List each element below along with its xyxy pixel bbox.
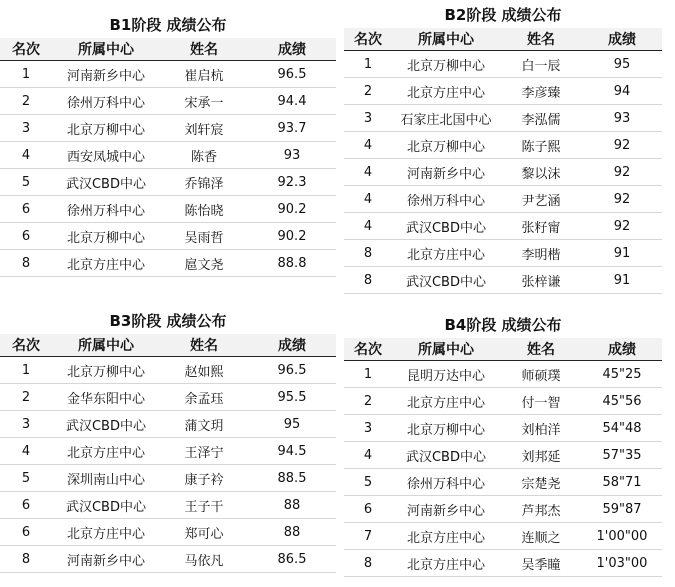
rank-cell: 3 (344, 105, 392, 132)
score-cell: 88 (248, 492, 336, 519)
header-score: 成绩 (582, 338, 662, 361)
student-name-cell: 马依凡 (160, 546, 248, 573)
student-name-cell: 李泓儒 (500, 105, 582, 132)
student-name-cell: 刘柏洋 (500, 415, 582, 442)
score-cell: 93 (582, 105, 662, 132)
rank-cell: 3 (0, 115, 52, 142)
center-cell: 昆明万达中心 (392, 361, 500, 388)
rank-cell: 5 (344, 469, 392, 496)
rank-cell: 4 (344, 213, 392, 240)
student-name-cell: 李明楷 (500, 240, 582, 267)
center-cell: 北京方庄中心 (392, 523, 500, 550)
header-center: 所属中心 (392, 28, 500, 51)
rank-cell: 1 (344, 51, 392, 78)
score-cell: 94.5 (248, 438, 336, 465)
rank-cell: 4 (344, 159, 392, 186)
table-row (0, 492, 336, 519)
panel-b1 (0, 16, 336, 277)
center-cell: 北京万柳中心 (392, 51, 500, 78)
student-name-cell: 陈怡晓 (160, 196, 248, 223)
center-cell: 武汉CBD中心 (392, 213, 500, 240)
score-cell: 86.5 (248, 546, 336, 573)
score-cell: 45"56 (582, 388, 662, 415)
student-name-cell: 李彦臻 (500, 78, 582, 105)
panel-b3 (0, 312, 336, 573)
table-row (344, 267, 662, 294)
rank-cell: 3 (0, 411, 52, 438)
header-rank: 名次 (0, 38, 52, 61)
rank-cell: 8 (344, 267, 392, 294)
score-cell: 93 (248, 142, 336, 169)
panel-title: B3阶段 成绩公布 (109, 312, 227, 330)
table-row (0, 465, 336, 492)
score-cell: 1'03"00 (582, 550, 662, 577)
student-name-cell: 王泽宁 (160, 438, 248, 465)
table-row (344, 105, 662, 132)
panel-title: B4阶段 成绩公布 (444, 316, 562, 334)
table-row (344, 78, 662, 105)
score-cell: 90.2 (248, 196, 336, 223)
center-cell: 北京万柳中心 (392, 415, 500, 442)
rank-cell: 4 (0, 142, 52, 169)
table-row (344, 213, 662, 240)
student-name-cell: 乔锦泽 (160, 169, 248, 196)
student-name-cell: 宗楚尧 (500, 469, 582, 496)
score-cell: 92 (582, 132, 662, 159)
score-cell: 1'00"00 (582, 523, 662, 550)
score-cell: 94 (582, 78, 662, 105)
student-name-cell: 康子衿 (160, 465, 248, 492)
score-cell: 92 (582, 213, 662, 240)
center-cell: 北京方庄中心 (392, 78, 500, 105)
student-name-cell: 黎以沫 (500, 159, 582, 186)
score-cell: 93.7 (248, 115, 336, 142)
center-cell: 武汉CBD中心 (52, 492, 160, 519)
score-cell: 91 (582, 240, 662, 267)
center-cell: 北京万柳中心 (52, 115, 160, 142)
center-cell: 北京方庄中心 (392, 240, 500, 267)
table-row (0, 142, 336, 169)
rank-cell: 7 (344, 523, 392, 550)
rank-cell: 1 (0, 61, 52, 88)
table-row (344, 240, 662, 267)
student-name-cell: 吴雨哲 (160, 223, 248, 250)
score-cell: 88.5 (248, 465, 336, 492)
panel-b4 (344, 316, 662, 577)
table-row (0, 384, 336, 411)
student-name-cell: 师硕璞 (500, 361, 582, 388)
student-name-cell: 扈文尧 (160, 250, 248, 277)
rank-cell: 4 (344, 132, 392, 159)
score-cell: 59"87 (582, 496, 662, 523)
student-name-cell: 张梓谦 (500, 267, 582, 294)
score-cell: 58"71 (582, 469, 662, 496)
center-cell: 徐州万科中心 (52, 196, 160, 223)
header-name: 姓名 (500, 28, 582, 51)
rank-cell: 3 (344, 415, 392, 442)
table-row (0, 223, 336, 250)
student-name-cell: 尹艺涵 (500, 186, 582, 213)
student-name-cell: 刘邦延 (500, 442, 582, 469)
center-cell: 武汉CBD中心 (52, 169, 160, 196)
student-name-cell: 吴季瞳 (500, 550, 582, 577)
student-name-cell: 宋承一 (160, 88, 248, 115)
table-row (0, 115, 336, 142)
header-name: 姓名 (160, 334, 248, 357)
panel-title: B1阶段 成绩公布 (109, 16, 227, 34)
score-cell: 92 (582, 186, 662, 213)
score-cell: 92.3 (248, 169, 336, 196)
score-cell: 88 (248, 519, 336, 546)
center-cell: 深圳南山中心 (52, 465, 160, 492)
rank-cell: 8 (0, 546, 52, 573)
score-cell: 54"48 (582, 415, 662, 442)
center-cell: 北京万柳中心 (52, 223, 160, 250)
center-cell: 北京方庄中心 (52, 250, 160, 277)
center-cell: 河南新乡中心 (392, 496, 500, 523)
rank-cell: 8 (344, 550, 392, 577)
table-row (344, 415, 662, 442)
center-cell: 徐州万科中心 (52, 88, 160, 115)
results-table (344, 338, 662, 577)
header-center: 所属中心 (392, 338, 500, 361)
header-center: 所属中心 (52, 334, 160, 357)
header-center: 所属中心 (52, 38, 160, 61)
rank-cell: 5 (0, 169, 52, 196)
rank-cell: 8 (0, 250, 52, 277)
table-row (344, 442, 662, 469)
center-cell: 武汉CBD中心 (52, 411, 160, 438)
student-name-cell: 赵如熙 (160, 357, 248, 384)
table-row (0, 250, 336, 277)
student-name-cell: 陈子熙 (500, 132, 582, 159)
rank-cell: 1 (344, 361, 392, 388)
score-cell: 91 (582, 267, 662, 294)
student-name-cell: 崔启杭 (160, 61, 248, 88)
table-row (0, 519, 336, 546)
table-row (0, 438, 336, 465)
student-name-cell: 白一辰 (500, 51, 582, 78)
header-name: 姓名 (500, 338, 582, 361)
center-cell: 河南新乡中心 (392, 159, 500, 186)
score-cell: 94.4 (248, 88, 336, 115)
results-table (0, 334, 336, 573)
table-row (344, 523, 662, 550)
table-row (0, 169, 336, 196)
rank-cell: 8 (344, 240, 392, 267)
center-cell: 徐州万科中心 (392, 469, 500, 496)
table-row (0, 411, 336, 438)
center-cell: 徐州万科中心 (392, 186, 500, 213)
center-cell: 河南新乡中心 (52, 61, 160, 88)
results-table (0, 38, 336, 277)
rank-cell: 2 (0, 88, 52, 115)
table-row (0, 546, 336, 573)
rank-cell: 6 (0, 196, 52, 223)
center-cell: 北京方庄中心 (392, 388, 500, 415)
student-name-cell: 刘轩宸 (160, 115, 248, 142)
rank-cell: 2 (0, 384, 52, 411)
header-name: 姓名 (160, 38, 248, 61)
student-name-cell: 蒲文玥 (160, 411, 248, 438)
student-name-cell: 王子干 (160, 492, 248, 519)
center-cell: 北京万柳中心 (392, 132, 500, 159)
table-row (0, 61, 336, 88)
header-score: 成绩 (248, 38, 336, 61)
center-cell: 北京方庄中心 (52, 519, 160, 546)
table-row (344, 361, 662, 388)
rank-cell: 5 (0, 465, 52, 492)
header-score: 成绩 (582, 28, 662, 51)
center-cell: 河南新乡中心 (52, 546, 160, 573)
center-cell: 武汉CBD中心 (392, 442, 500, 469)
student-name-cell: 郑可心 (160, 519, 248, 546)
panel-b2 (344, 6, 662, 294)
rank-cell: 2 (344, 78, 392, 105)
table-row (344, 496, 662, 523)
table-row (344, 186, 662, 213)
table-row (344, 550, 662, 577)
results-table (344, 28, 662, 294)
center-cell: 北京方庄中心 (52, 438, 160, 465)
table-row (344, 132, 662, 159)
table-row (344, 388, 662, 415)
student-name-cell: 张籽甯 (500, 213, 582, 240)
center-cell: 北京万柳中心 (52, 357, 160, 384)
rank-cell: 1 (0, 357, 52, 384)
table-row (0, 196, 336, 223)
center-cell: 武汉CBD中心 (392, 267, 500, 294)
header-rank: 名次 (344, 28, 392, 51)
score-cell: 92 (582, 159, 662, 186)
rank-cell: 6 (0, 492, 52, 519)
student-name-cell: 连顺之 (500, 523, 582, 550)
panel-title: B2阶段 成绩公布 (444, 6, 562, 24)
score-cell: 96.5 (248, 61, 336, 88)
student-name-cell: 陈香 (160, 142, 248, 169)
table-row (0, 357, 336, 384)
score-cell: 90.2 (248, 223, 336, 250)
score-cell: 95 (582, 51, 662, 78)
header-rank: 名次 (0, 334, 52, 357)
rank-cell: 4 (0, 438, 52, 465)
student-name-cell: 芦邦杰 (500, 496, 582, 523)
score-cell: 88.8 (248, 250, 336, 277)
center-cell: 金华东阳中心 (52, 384, 160, 411)
rank-cell: 4 (344, 442, 392, 469)
table-row (344, 159, 662, 186)
header-rank: 名次 (344, 338, 392, 361)
rank-cell: 6 (344, 496, 392, 523)
student-name-cell: 付一智 (500, 388, 582, 415)
score-cell: 95 (248, 411, 336, 438)
table-row (344, 469, 662, 496)
rank-cell: 4 (344, 186, 392, 213)
score-cell: 95.5 (248, 384, 336, 411)
score-cell: 96.5 (248, 357, 336, 384)
student-name-cell: 余孟珏 (160, 384, 248, 411)
table-row (0, 88, 336, 115)
rank-cell: 6 (0, 519, 52, 546)
table-row (344, 51, 662, 78)
score-cell: 57"35 (582, 442, 662, 469)
center-cell: 石家庄北国中心 (392, 105, 500, 132)
header-score: 成绩 (248, 334, 336, 357)
center-cell: 北京方庄中心 (392, 550, 500, 577)
score-cell: 45"25 (582, 361, 662, 388)
center-cell: 西安凤城中心 (52, 142, 160, 169)
rank-cell: 2 (344, 388, 392, 415)
rank-cell: 6 (0, 223, 52, 250)
